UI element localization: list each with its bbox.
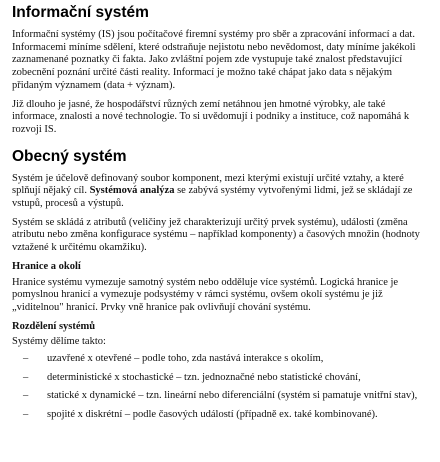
dash-bullet: –: [23, 353, 29, 365]
system-definition-text: Systém je účelově definovaný soubor komponent, mezi kterými existují určité vztahy, a které splňují nějaký cíl.: [12, 172, 404, 197]
subheading-hranice-a-okoli: Hranice a okolí: [12, 260, 81, 272]
division-list: [12, 353, 432, 422]
paragraph-hranice: Hranice systému vymezuje samotný systém nebo odděluje více systémů. Logická hranice je pomyslnou hranicí a vymezuje podsystémy v rámci systému, ovšem okolí systému je již „viditelnou" hranicí. Prvky vně hranice pak ovlivňují chování systému.: [12, 276, 399, 313]
document-page: [12, 4, 432, 428]
list-item: [12, 409, 432, 422]
list-item-text: statické x dynamické – tzn. lineární nebo diferenciální (systém si pamatuje vnitřní stav),: [47, 390, 418, 402]
paragraph-rozdeleni-intro: Systémy dělíme takto:: [12, 336, 106, 348]
paragraph-system-definition: [12, 173, 432, 211]
term-systemova-analyza: Systémová analýza: [89, 185, 175, 197]
subheading-rozdeleni-systemu: Rozdělení systémů: [12, 320, 96, 332]
dash-bullet: –: [23, 390, 29, 402]
heading-informacni-system: Informační systém: [12, 4, 149, 21]
system-definition-text-continued: se zabývá systémy vytvořenými lidmi, jež se skládají ze vstupů, procesů a výstupů.: [12, 185, 413, 210]
paragraph-system-composition: Systém se skládá z atributů (veličiny jež charakterizují určitý prvek systému), události (změna atributu nebo změna konfigurace systému – například komponenty) a časových množin (hodnoty vztažené k určitému okamžiku).: [12, 216, 420, 254]
dash-bullet: –: [23, 371, 29, 383]
list-item-text: spojité x diskrétní – podle časových událostí (případně ex. také kombinované).: [47, 409, 378, 421]
list-item: [12, 353, 432, 366]
paragraph-is-definition: Informační systémy (IS) jsou počítačové firemní systémy pro sběr a zpracování informací a dat. Informacemi míníme sdělení, které odstraňuje nejistotu nebo nevědomost, daty míníme jakékoli zaznamenané poznatky či fakta. Jako zvláštní pojem zde vystupuje také znalost představující zobecnění poznání určité části reality. Informací je možno také chápat jako data s nějakým přidaným významem (data + význam).: [12, 29, 416, 91]
list-item-text: deterministické x stochastické – tzn. jednoznačné nebo statistické chování,: [47, 371, 361, 383]
paragraph-is-importance: Již dlouho je jasné, že hospodářství různých zemí netáhnou jen hmotné výrobky, ale také informace, znalosti a nové technologie. To si uvědomují i podniky a instituce, což napomáhá k rozvoji IS.: [12, 98, 410, 135]
dash-bullet: –: [23, 409, 29, 421]
heading-obecny-system: Obecný systém: [12, 147, 127, 165]
list-item: [12, 372, 432, 385]
list-item-text: uzavřené x otevřené – podle toho, zda nastává interakce s okolím,: [47, 353, 324, 365]
list-item: [12, 390, 432, 403]
